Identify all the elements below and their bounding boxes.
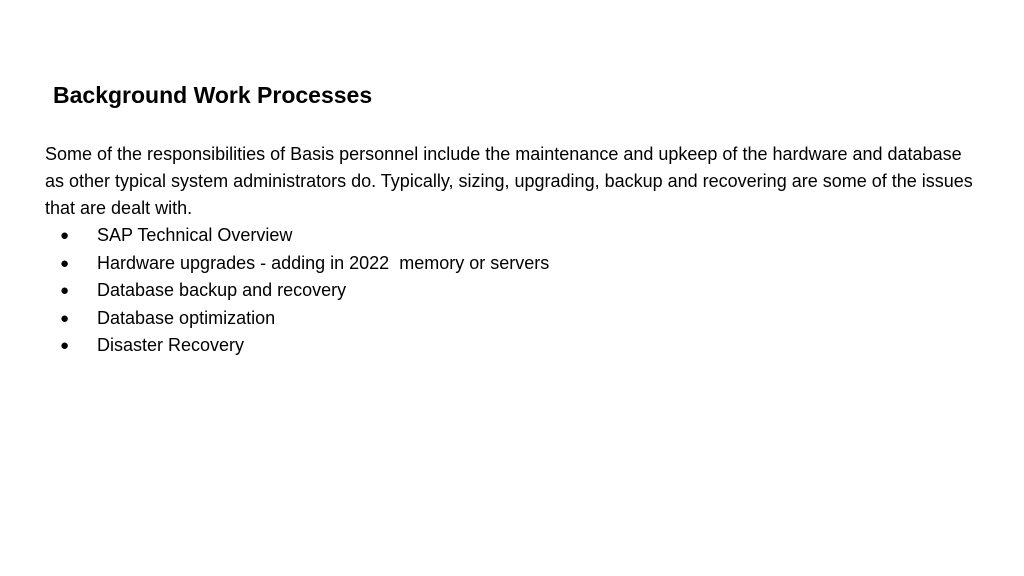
- bullet-icon: ●: [60, 254, 70, 272]
- bullet-icon: ●: [60, 309, 70, 327]
- slide-title: Background Work Processes: [53, 82, 373, 108]
- bullet-icon: ●: [60, 227, 70, 244]
- list-item-text: Database backup and recovery: [97, 280, 347, 300]
- list-item-text: SAP Technical Overview: [97, 225, 293, 245]
- list-item: [0, 305, 1024, 333]
- list-item: [0, 222, 1024, 250]
- list-item: [0, 332, 1024, 360]
- intro-paragraph: Some of the responsibilities of Basis personnel include the maintenance and upkeep of the hardware and database as other typical system administrators do. Typically, sizing, upgrading, backup and recovering are some of the issues that are dealt with.: [45, 144, 973, 218]
- list-item: [0, 250, 1024, 278]
- list-item-text: Hardware upgrades - adding in 2022 memory or servers: [97, 252, 550, 273]
- list-item-text: Database optimization: [97, 307, 276, 328]
- bullet-icon: ●: [60, 282, 70, 299]
- list-item-text: Disaster Recovery: [97, 335, 245, 355]
- bullet-icon: ●: [60, 337, 70, 354]
- list-item: [0, 277, 1024, 305]
- bullet-list: [0, 222, 1024, 360]
